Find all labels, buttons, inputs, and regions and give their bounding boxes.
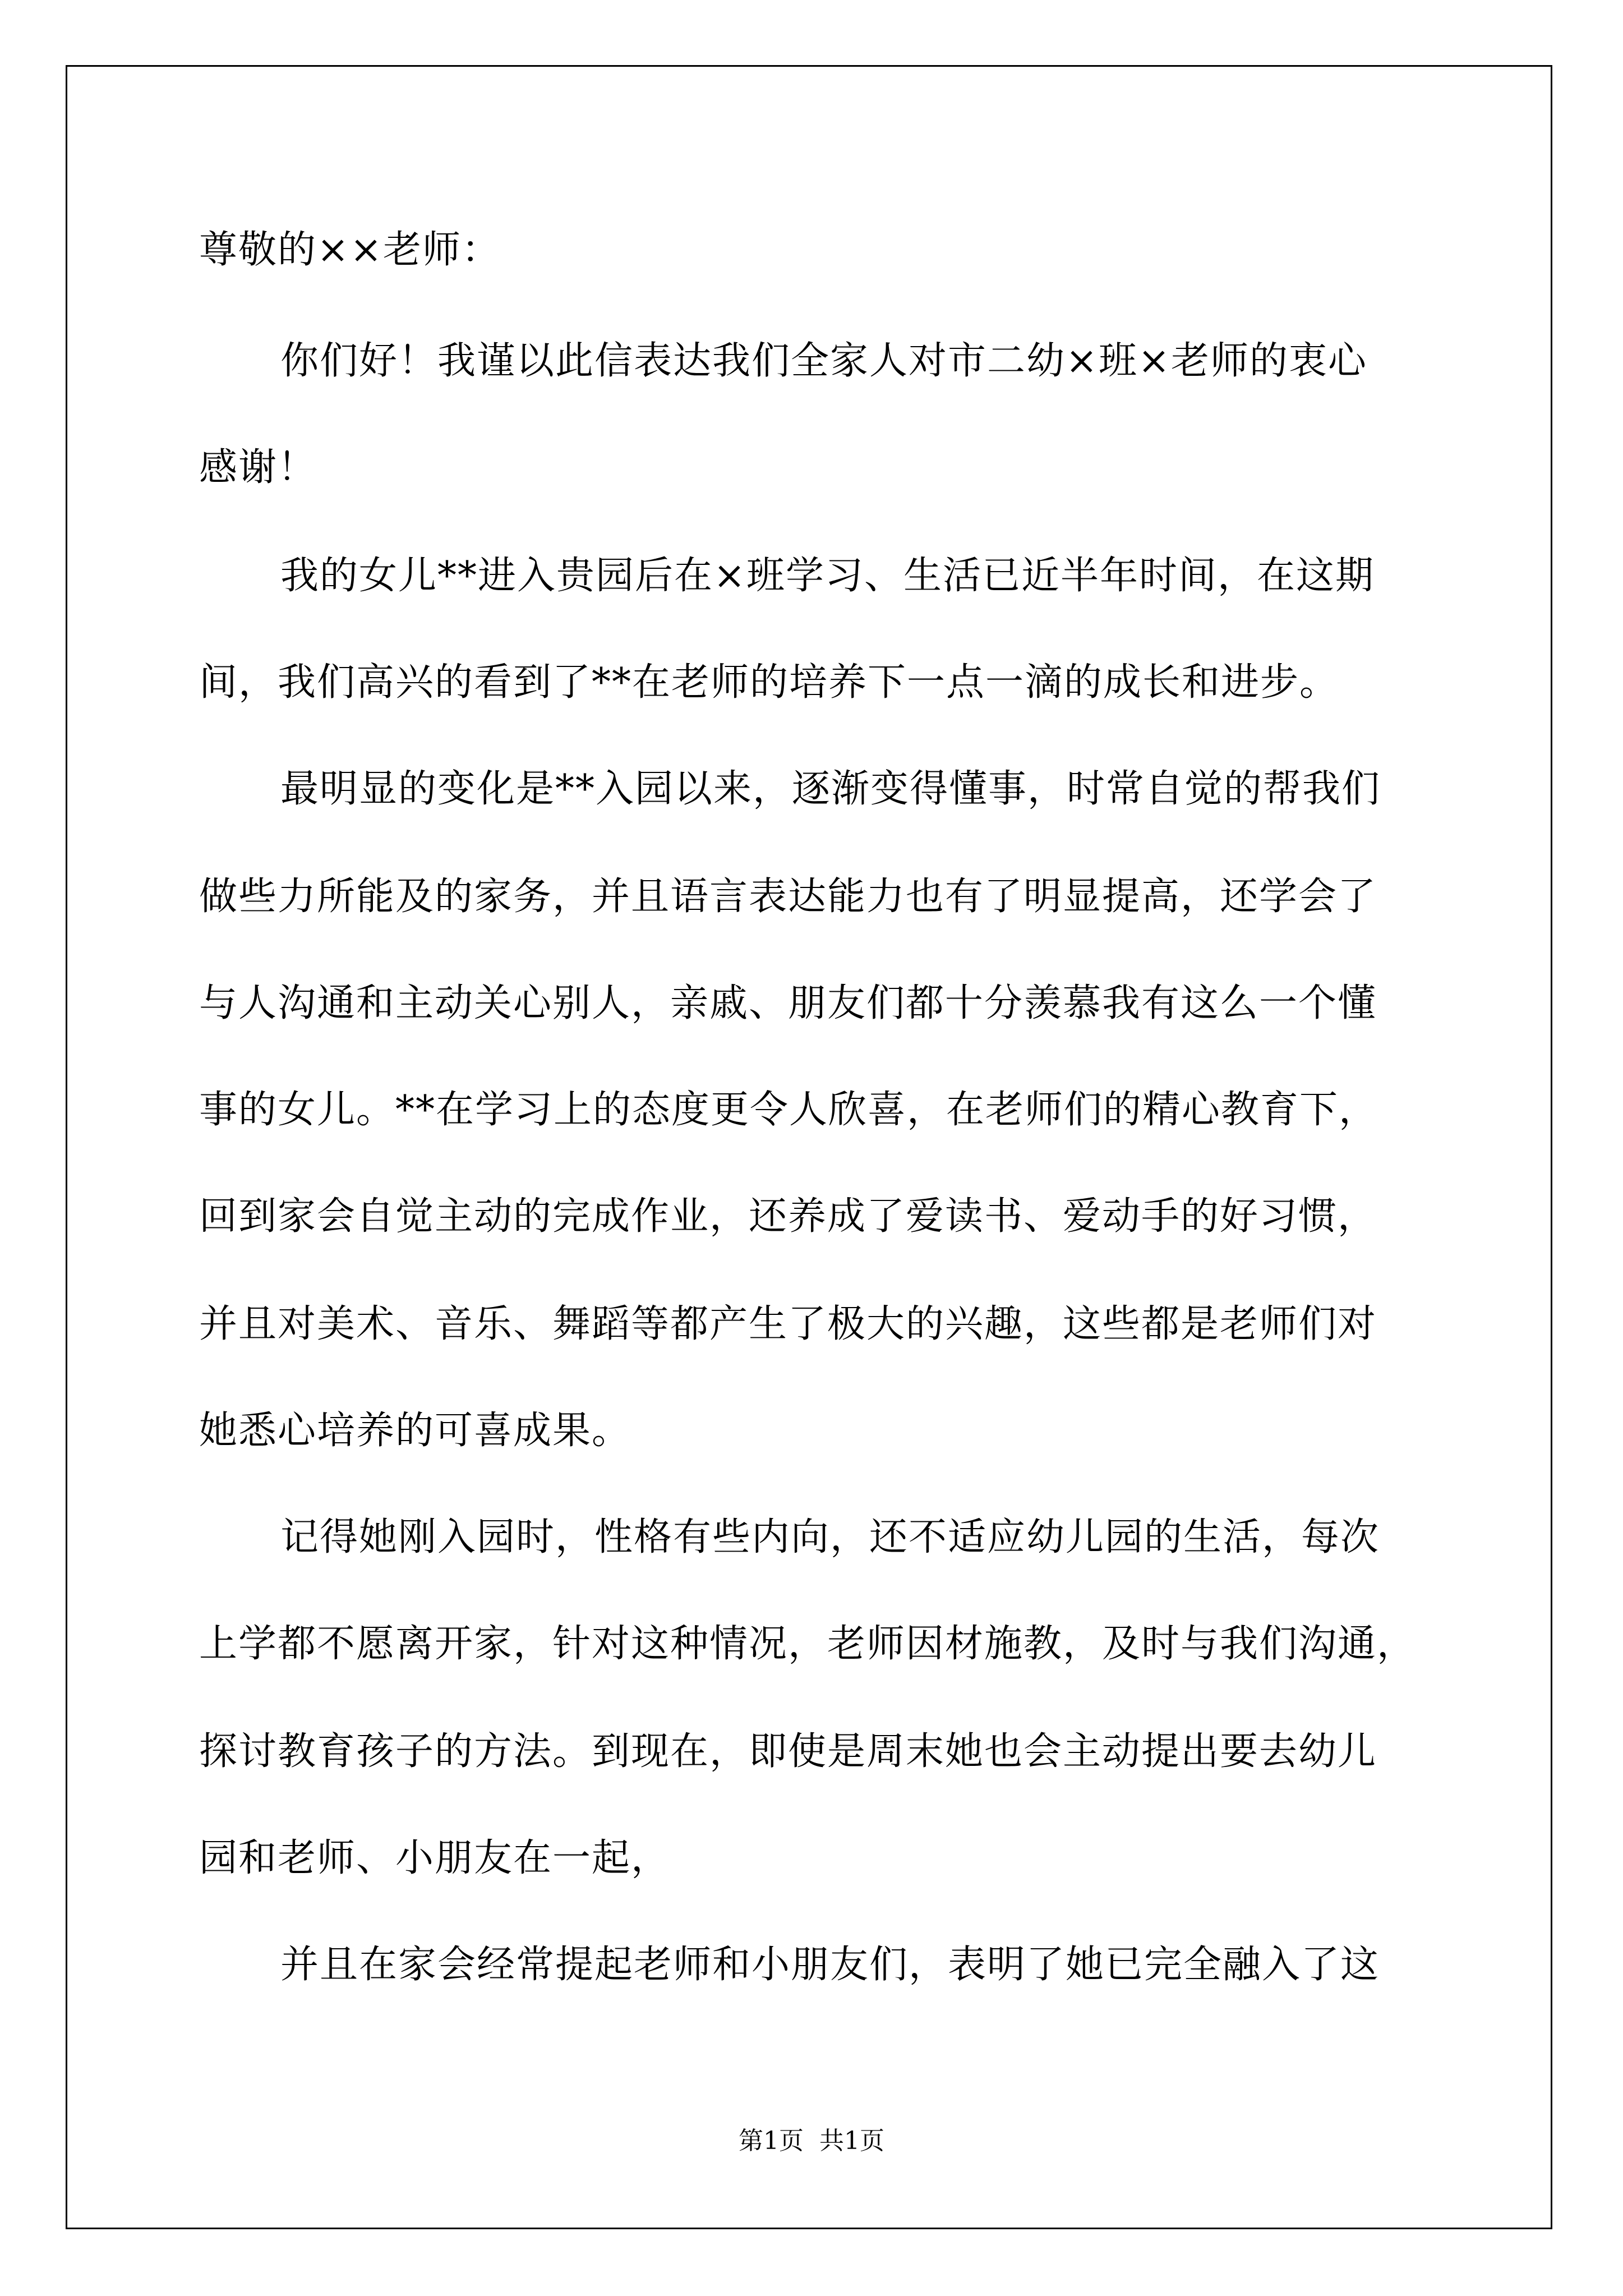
paragraph-3-line-7: 她悉心培养的可喜成果。	[199, 1409, 631, 1453]
salutation: 尊敬的××老师：	[199, 228, 501, 272]
page-border	[66, 65, 1552, 2229]
paragraph-5-line-1: 并且在家会经常提起老师和小朋友们，表明了她已完全融入了这	[280, 1943, 1380, 1987]
paragraph-2-line-1: 我的女儿**进入贵园后在×班学习、生活已近半年时间，在这期	[280, 554, 1375, 598]
paragraph-3-line-5: 回到家会自觉主动的完成作业，还养成了爱读书、爱动手的好习惯，	[199, 1194, 1377, 1239]
paragraph-4-line-4: 园和老师、小朋友在一起，	[199, 1836, 671, 1880]
page-footer: 第1页 共1页	[739, 2127, 884, 2155]
paragraph-2-line-2: 间，我们高兴的看到了**在老师的培养下一点一滴的成长和进步。	[199, 660, 1339, 705]
paragraph-3-line-3: 与人沟通和主动关心别人，亲戚、朋友们都十分羡慕我有这么一个懂	[199, 981, 1377, 1025]
paragraph-3-line-4: 事的女儿。**在学习上的态度更令人欣喜，在老师们的精心教育下，	[199, 1088, 1378, 1132]
paragraph-4-line-3: 探讨教育孩子的方法。到现在，即使是周末她也会主动提出要去幼儿	[199, 1729, 1377, 1774]
paragraph-3-line-1: 最明显的变化是**入园以来，逐渐变得懂事，时常自觉的帮我们	[280, 767, 1381, 811]
paragraph-1-line-1: 你们好！我谨以此信表达我们全家人对市二幼×班×老师的衷心	[280, 339, 1367, 383]
paragraph-3-line-6: 并且对美术、音乐、舞蹈等都产生了极大的兴趣，这些都是老师们对	[199, 1302, 1377, 1346]
paragraph-4-line-1: 记得她刚入园时，性格有些内向，还不适应幼儿园的生活，每次	[280, 1515, 1380, 1559]
paragraph-1-line-2: 感谢！	[199, 445, 317, 490]
paragraph-3-line-2: 做些力所能及的家务，并且语言表达能力也有了明显提高，还学会了	[199, 875, 1377, 919]
paragraph-4-line-2: 上学都不愿离开家，针对这种情况，老师因材施教，及时与我们沟通，	[199, 1622, 1417, 1666]
